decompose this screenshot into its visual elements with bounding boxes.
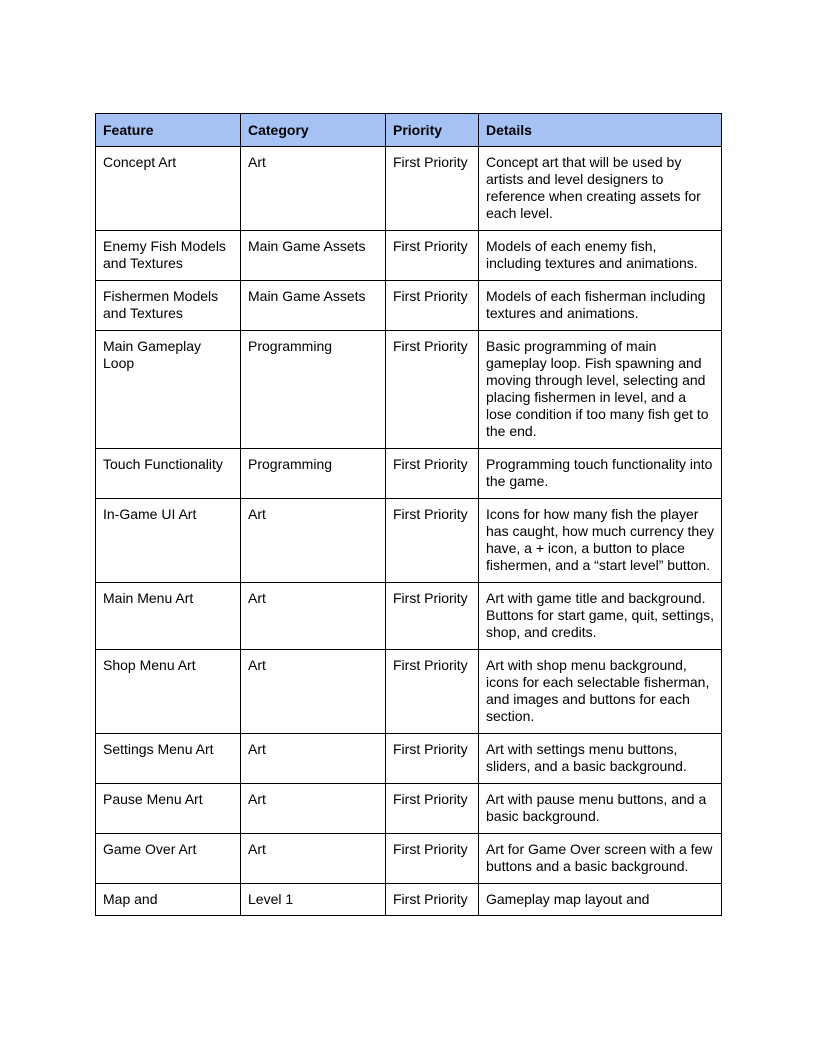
cell-priority: First Priority xyxy=(386,734,479,784)
cell-priority: First Priority xyxy=(386,281,479,331)
cell-feature: Main Menu Art xyxy=(96,583,241,650)
cell-priority: First Priority xyxy=(386,884,479,916)
cell-details: Models of each enemy fish, including textures and animations. xyxy=(479,231,722,281)
cell-feature: Game Over Art xyxy=(96,834,241,884)
table-row xyxy=(96,734,722,784)
cell-details: Art with game title and background. Buttons for start game, quit, settings, shop, and credits. xyxy=(479,583,722,650)
cell-priority: First Priority xyxy=(386,499,479,583)
cell-feature: Enemy Fish Models and Textures xyxy=(96,231,241,281)
cell-priority: First Priority xyxy=(386,650,479,734)
table-row xyxy=(96,650,722,734)
header-priority: Priority xyxy=(386,114,479,147)
table-row xyxy=(96,331,722,449)
cell-category: Art xyxy=(241,784,386,834)
table-row xyxy=(96,281,722,331)
cell-feature: In-Game UI Art xyxy=(96,499,241,583)
cell-feature: Shop Menu Art xyxy=(96,650,241,734)
cell-category: Art xyxy=(241,834,386,884)
header-category: Category xyxy=(241,114,386,147)
cell-details: Gameplay map layout and xyxy=(479,884,722,916)
cell-details: Art with settings menu buttons, sliders, and a basic background. xyxy=(479,734,722,784)
table-row xyxy=(96,499,722,583)
cell-feature: Settings Menu Art xyxy=(96,734,241,784)
cell-category: Art xyxy=(241,650,386,734)
cell-feature: Main Gameplay Loop xyxy=(96,331,241,449)
cell-category: Programming xyxy=(241,449,386,499)
cell-details: Concept art that will be used by artists and level designers to reference when creating assets for each level. xyxy=(479,147,722,231)
cell-details: Art with pause menu buttons, and a basic background. xyxy=(479,784,722,834)
header-feature: Feature xyxy=(96,114,241,147)
cell-priority: First Priority xyxy=(386,834,479,884)
cell-category: Art xyxy=(241,583,386,650)
cell-details: Programming touch functionality into the game. xyxy=(479,449,722,499)
cell-category: Art xyxy=(241,734,386,784)
cell-category: Programming xyxy=(241,331,386,449)
table-row xyxy=(96,784,722,834)
cell-category: Main Game Assets xyxy=(241,281,386,331)
table-row xyxy=(96,583,722,650)
table-row xyxy=(96,449,722,499)
cell-feature: Map and xyxy=(96,884,241,916)
cell-category: Level 1 xyxy=(241,884,386,916)
cell-category: Art xyxy=(241,147,386,231)
cell-feature: Fishermen Models and Textures xyxy=(96,281,241,331)
table-row xyxy=(96,884,722,916)
cell-details: Models of each fisherman including textures and animations. xyxy=(479,281,722,331)
feature-table xyxy=(95,113,722,916)
cell-category: Art xyxy=(241,499,386,583)
cell-details: Art with shop menu background, icons for each selectable fisherman, and images and buttons for each section. xyxy=(479,650,722,734)
table-row xyxy=(96,147,722,231)
table-header-row xyxy=(96,114,722,147)
cell-category: Main Game Assets xyxy=(241,231,386,281)
cell-priority: First Priority xyxy=(386,449,479,499)
cell-details: Basic programming of main gameplay loop. Fish spawning and moving through level, selecting and placing fishermen in level, and a lose condition if too many fish get to the end. xyxy=(479,331,722,449)
cell-priority: First Priority xyxy=(386,583,479,650)
cell-priority: First Priority xyxy=(386,147,479,231)
table-row xyxy=(96,231,722,281)
cell-details: Icons for how many fish the player has caught, how much currency they have, a + icon, a button to place fishermen, and a “start level” button. xyxy=(479,499,722,583)
cell-feature: Touch Functionality xyxy=(96,449,241,499)
table-row xyxy=(96,834,722,884)
cell-priority: First Priority xyxy=(386,331,479,449)
cell-priority: First Priority xyxy=(386,231,479,281)
cell-details: Art for Game Over screen with a few buttons and a basic background. xyxy=(479,834,722,884)
cell-priority: First Priority xyxy=(386,784,479,834)
header-details: Details xyxy=(479,114,722,147)
cell-feature: Pause Menu Art xyxy=(96,784,241,834)
cell-feature: Concept Art xyxy=(96,147,241,231)
